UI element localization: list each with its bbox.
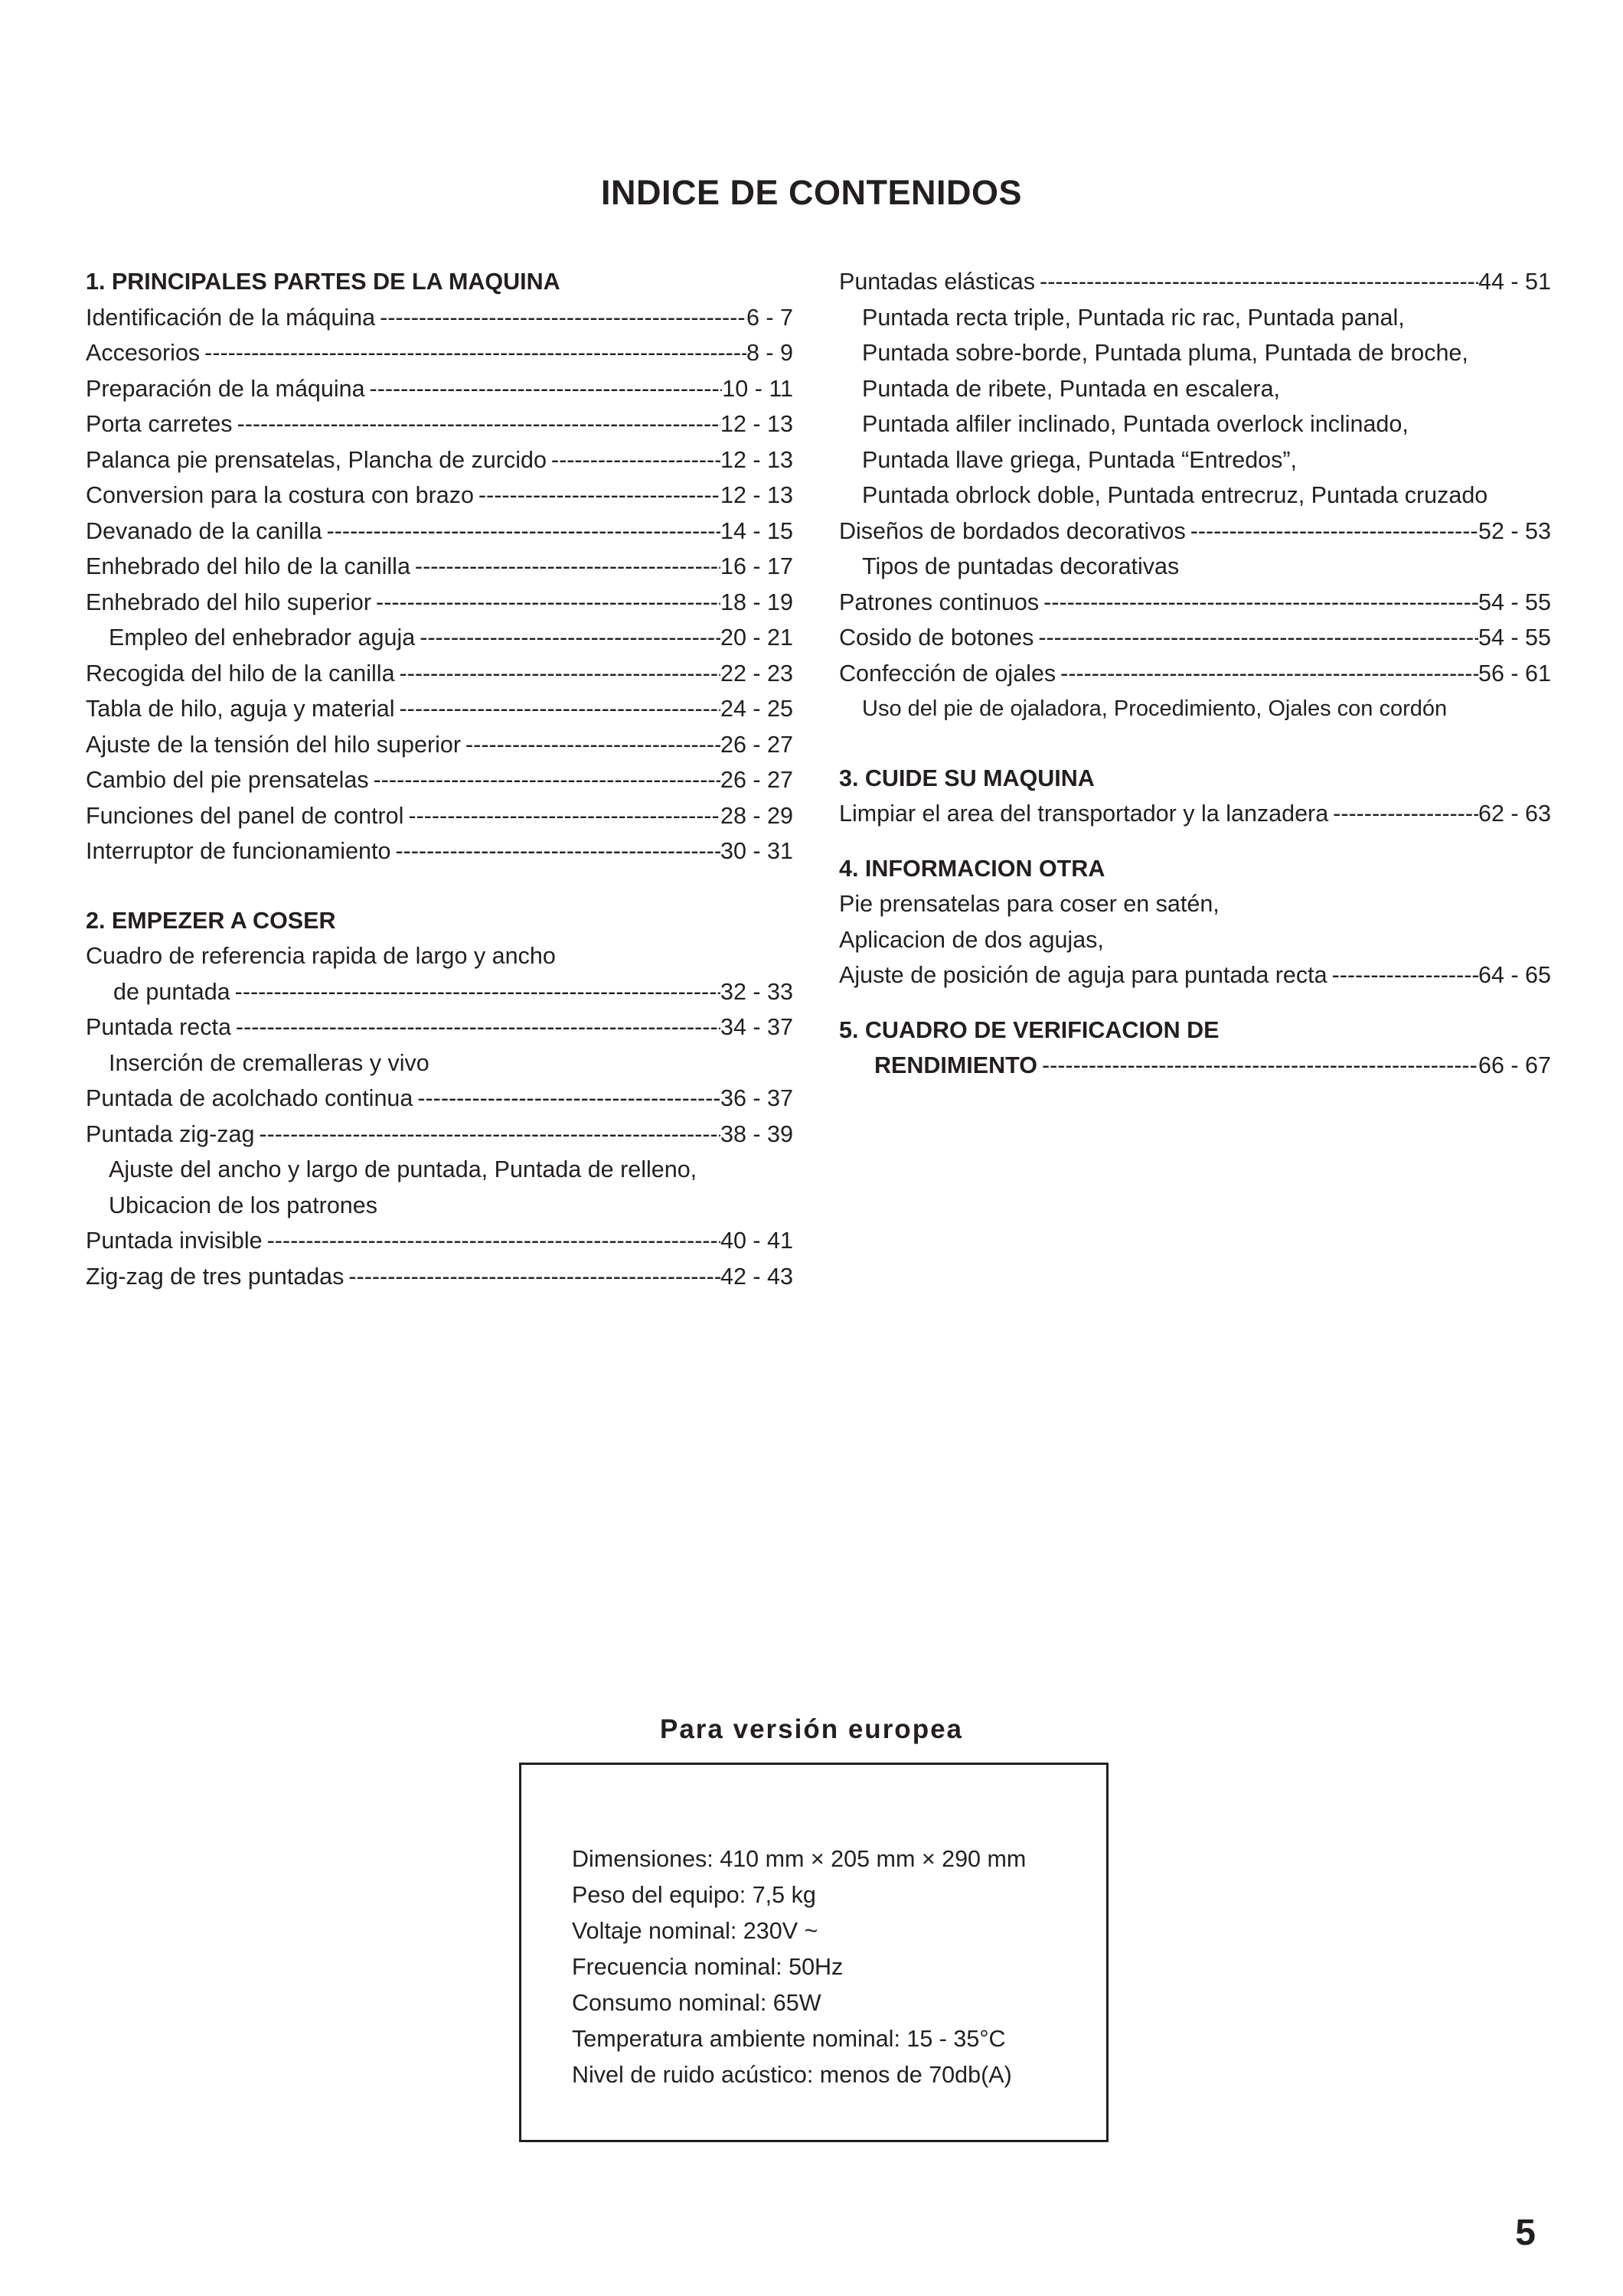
toc-page-range: 8 - 9 xyxy=(746,340,793,366)
toc-subtext xyxy=(839,691,1551,727)
toc-entry xyxy=(86,727,793,763)
dash-leader xyxy=(395,691,721,727)
toc-label: Confección de ojales xyxy=(839,660,1056,687)
toc-page-range: 62 - 63 xyxy=(1478,801,1551,827)
toc-entry xyxy=(86,1081,793,1117)
toc-entry xyxy=(86,620,793,656)
toc-label: 1. PRINCIPALES PARTES DE LA MAQUINA xyxy=(86,269,560,295)
toc-entry xyxy=(86,335,793,371)
dash-leader xyxy=(231,1009,720,1045)
toc-label: Interruptor de funcionamiento xyxy=(86,838,391,864)
toc-page-range: 44 - 51 xyxy=(1478,269,1551,295)
toc-label: Puntada obrlock doble, Puntada entrecruz, Puntada cruzado xyxy=(862,482,1488,508)
toc-label: RENDIMIENTO xyxy=(874,1052,1037,1078)
toc-page-range: 22 - 23 xyxy=(720,660,793,687)
toc-page-range: 54 - 55 xyxy=(1478,589,1551,615)
toc-label: Puntadas elásticas xyxy=(839,269,1036,295)
section-heading xyxy=(839,851,1551,887)
toc-label: Uso del pie de ojaladora, Procedimiento, Ojales con cordón xyxy=(862,696,1448,721)
toc-page-range: 56 - 61 xyxy=(1478,660,1551,687)
toc-label: Funciones del panel de control xyxy=(86,802,404,829)
toc-label: Cuadro de referencia rapida de largo y ancho xyxy=(86,943,556,969)
toc-subtext xyxy=(839,549,1551,585)
toc-entry xyxy=(839,585,1551,621)
section-heading xyxy=(86,903,793,939)
toc-label: Cosido de botones xyxy=(839,625,1034,651)
spec-item: Nivel de ruido acústico: menos de 70db(A) xyxy=(572,2062,1012,2088)
toc-page-range: 18 - 19 xyxy=(720,589,793,615)
toc-entry xyxy=(86,833,793,869)
toc-label: Ubicacion de los patrones xyxy=(109,1192,377,1218)
toc-label: Diseños de bordados decorativos xyxy=(839,517,1186,544)
spec-list xyxy=(572,1841,1026,2093)
toc-page-range: 28 - 29 xyxy=(720,802,793,829)
toc-page-range: 6 - 7 xyxy=(746,304,793,331)
spec-item: Peso del equipo: 7,5 kg xyxy=(572,1882,816,1908)
toc-subtext xyxy=(86,1188,793,1224)
toc-page-range: 36 - 37 xyxy=(720,1085,793,1111)
dash-leader xyxy=(415,620,720,656)
dash-leader xyxy=(263,1223,720,1259)
toc-entry xyxy=(86,1223,793,1259)
dash-leader xyxy=(413,1081,720,1117)
toc-subtext xyxy=(839,300,1551,336)
toc-entry xyxy=(86,442,793,478)
toc-entry xyxy=(86,656,793,692)
toc-page-range: 10 - 11 xyxy=(722,375,793,402)
toc-label: Limpiar el area del transportador y la lanzadera xyxy=(839,801,1329,827)
european-version-title: Para versión europea xyxy=(660,1714,963,1744)
toc-page-range: 38 - 39 xyxy=(720,1120,793,1147)
toc-entry xyxy=(86,300,793,336)
toc-page-range: 16 - 17 xyxy=(720,553,793,579)
toc-entry xyxy=(86,691,793,727)
toc-page-range: 26 - 27 xyxy=(720,767,793,793)
toc-subtext xyxy=(86,1152,793,1188)
toc-entry xyxy=(839,1048,1551,1084)
dash-leader xyxy=(230,974,720,1010)
page-number: 5 xyxy=(1515,2213,1536,2253)
section-heading xyxy=(839,1013,1551,1049)
dash-leader xyxy=(200,335,746,371)
toc-label: Puntada de acolchado continua xyxy=(86,1085,413,1111)
dash-leader xyxy=(369,762,720,798)
dash-leader xyxy=(344,1259,720,1295)
spec-item: Voltaje nominal: 230V ~ xyxy=(572,1918,818,1944)
toc-label: Porta carretes xyxy=(86,411,233,437)
dash-leader xyxy=(1327,957,1478,993)
toc-page-range: 26 - 27 xyxy=(720,731,793,758)
toc-label: Puntada zig-zag xyxy=(86,1120,255,1147)
toc-entry xyxy=(839,796,1551,832)
dash-leader xyxy=(375,300,746,336)
spec-item: Temperatura ambiente nominal: 15 - 35°C xyxy=(572,2026,1006,2052)
toc-label: Conversion para la costura con brazo xyxy=(86,482,474,508)
toc-label: Enhebrado del hilo superior xyxy=(86,589,372,615)
toc-label: Devanado de la canilla xyxy=(86,517,322,544)
dash-leader xyxy=(547,442,720,478)
dash-leader xyxy=(371,585,720,621)
european-spec-box xyxy=(519,1763,1109,2142)
toc-entry xyxy=(839,656,1551,692)
toc-label: Identificación de la máquina xyxy=(86,304,376,331)
toc-page-range: 12 - 13 xyxy=(720,411,793,437)
toc-label: Inserción de cremalleras y vivo xyxy=(109,1049,429,1076)
toc-label: Accesorios xyxy=(86,340,201,366)
dash-leader xyxy=(395,656,720,692)
dash-leader xyxy=(1034,620,1478,656)
toc-subtext xyxy=(839,335,1551,371)
dash-leader xyxy=(1186,514,1478,550)
toc-label: Zig-zag de tres puntadas xyxy=(86,1263,345,1290)
toc-left-column xyxy=(86,264,793,1294)
toc-page-range: 30 - 31 xyxy=(720,838,793,864)
toc-label: Tabla de hilo, aguja y material xyxy=(86,696,395,722)
dash-leader xyxy=(1039,585,1478,621)
dash-leader xyxy=(1037,1048,1478,1084)
toc-entry xyxy=(86,478,793,514)
toc-subtext xyxy=(839,886,1551,922)
page-title: INDICE DE CONTENIDOS xyxy=(600,173,1023,212)
toc-label: de puntada xyxy=(113,978,230,1005)
toc-page-range: 12 - 13 xyxy=(720,446,793,473)
dash-leader xyxy=(365,371,723,407)
dash-leader xyxy=(461,727,720,763)
toc-entry xyxy=(86,1117,793,1153)
toc-label: 4. INFORMACION OTRA xyxy=(839,855,1105,882)
toc-entry xyxy=(86,514,793,550)
toc-entry xyxy=(86,1009,793,1045)
dash-leader xyxy=(410,549,720,585)
spacer xyxy=(86,869,793,903)
spacer xyxy=(839,832,1551,851)
toc-entry xyxy=(839,620,1551,656)
toc-page-range: 66 - 67 xyxy=(1478,1052,1551,1078)
toc-page-range: 52 - 53 xyxy=(1478,517,1551,544)
toc-entry xyxy=(839,514,1551,550)
toc-label: Ajuste de posición de aguja para puntada recta xyxy=(839,962,1327,988)
toc-page-range: 42 - 43 xyxy=(720,1263,793,1290)
toc-label: Palanca pie prensatelas, Plancha de zurcido xyxy=(86,446,547,473)
dash-leader xyxy=(1328,796,1478,832)
toc-label: Puntada sobre-borde, Puntada pluma, Puntada de broche, xyxy=(862,340,1468,366)
toc-label: Preparación de la máquina xyxy=(86,375,365,402)
toc-label: Empleo del enhebrador aguja xyxy=(109,625,416,651)
dash-leader xyxy=(254,1117,720,1153)
toc-label: 3. CUIDE SU MAQUINA xyxy=(839,765,1095,791)
toc-entry xyxy=(86,974,793,1010)
toc-entry xyxy=(839,264,1551,300)
dash-leader xyxy=(322,514,720,550)
toc-label: Tipos de puntadas decorativas xyxy=(862,553,1180,579)
toc-label: Puntada alfiler inclinado, Puntada overlock inclinado, xyxy=(862,411,1409,437)
toc-entry xyxy=(86,1259,793,1295)
toc-subtext xyxy=(839,478,1551,514)
dash-leader xyxy=(390,833,720,869)
toc-right-column xyxy=(839,264,1551,1084)
dash-leader xyxy=(403,798,720,834)
toc-label: Patrones continuos xyxy=(839,589,1040,615)
toc-page-range: 64 - 65 xyxy=(1478,962,1551,988)
toc-page-range: 40 - 41 xyxy=(720,1228,793,1254)
spec-item: Dimensiones: 410 mm × 205 mm × 290 mm xyxy=(572,1846,1027,1872)
spacer xyxy=(839,993,1551,1013)
toc-label: Puntada recta xyxy=(86,1014,231,1040)
toc-label: Puntada recta triple, Puntada ric rac, Puntada panal, xyxy=(862,304,1405,331)
spec-item: Frecuencia nominal: 50Hz xyxy=(572,1954,844,1980)
toc-page-range: 32 - 33 xyxy=(720,978,793,1005)
toc-page-range: 12 - 13 xyxy=(720,482,793,508)
toc-label: 5. CUADRO DE VERIFICACION DE xyxy=(839,1016,1220,1043)
toc-subtext xyxy=(839,406,1551,442)
spacer xyxy=(839,727,1551,761)
toc-label: Cambio del pie prensatelas xyxy=(86,767,369,793)
toc-label: Pie prensatelas para coser en satén, xyxy=(839,891,1220,917)
toc-entry xyxy=(86,585,793,621)
toc-entry xyxy=(86,406,793,442)
toc-page-range: 20 - 21 xyxy=(720,625,793,651)
toc-entry xyxy=(86,549,793,585)
toc-subtext xyxy=(86,938,793,974)
toc-page-range: 14 - 15 xyxy=(720,517,793,544)
toc-entry xyxy=(86,798,793,834)
toc-page-range: 24 - 25 xyxy=(720,696,793,722)
dash-leader xyxy=(233,406,720,442)
toc-entry xyxy=(839,957,1551,993)
section-heading xyxy=(86,264,793,300)
toc-subtext xyxy=(839,922,1551,958)
dash-leader xyxy=(1056,656,1478,692)
toc-entry xyxy=(86,762,793,798)
toc-subtext xyxy=(86,1045,793,1081)
toc-entry xyxy=(86,371,793,407)
toc-label: Puntada invisible xyxy=(86,1228,263,1254)
dash-leader xyxy=(1035,264,1478,300)
dash-leader xyxy=(474,478,720,514)
toc-page-range: 54 - 55 xyxy=(1478,625,1551,651)
toc-subtext xyxy=(839,371,1551,407)
toc-label: Puntada llave griega, Puntada “Entredos”, xyxy=(862,446,1298,473)
toc-page-range: 34 - 37 xyxy=(720,1014,793,1040)
toc-label: Recogida del hilo de la canilla xyxy=(86,660,395,687)
toc-label: Ajuste del ancho y largo de puntada, Puntada de relleno, xyxy=(109,1156,697,1182)
toc-subtext xyxy=(839,442,1551,478)
toc-label: Ajuste de la tensión del hilo superior xyxy=(86,731,461,758)
toc-label: Puntada de ribete, Puntada en escalera, xyxy=(862,375,1281,402)
toc-label: Enhebrado del hilo de la canilla xyxy=(86,553,410,579)
toc-label: Aplicacion de dos agujas, xyxy=(839,926,1104,953)
spec-item: Consumo nominal: 65W xyxy=(572,1990,821,2016)
toc-label: 2. EMPEZER A COSER xyxy=(86,907,336,934)
section-heading xyxy=(839,761,1551,797)
